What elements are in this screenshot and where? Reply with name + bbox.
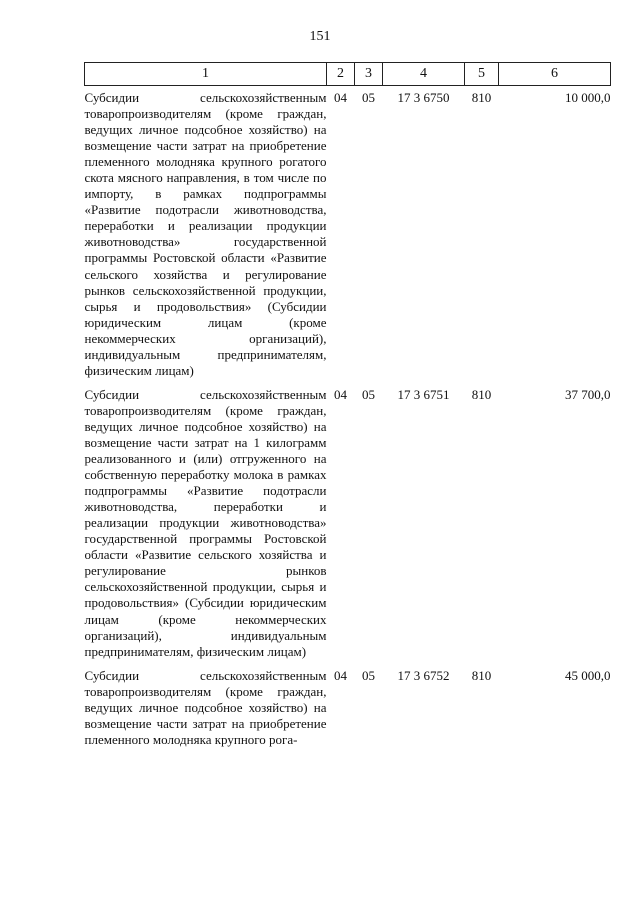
row-rz: 04 — [334, 386, 347, 402]
row-description — [85, 86, 327, 379]
budget-table — [84, 62, 611, 748]
header-col-5: 5 — [465, 63, 499, 86]
table-header-row — [85, 63, 611, 86]
page-number: 151 — [309, 29, 331, 44]
row-amount: 37 700,0 — [565, 386, 611, 402]
row-vr: 810 — [471, 667, 492, 683]
row-description — [85, 660, 327, 748]
table-row — [85, 379, 611, 660]
row-vr: 810 — [471, 90, 492, 105]
header-col-1: 1 — [85, 63, 327, 86]
header-col-2: 2 — [327, 63, 355, 86]
description-text: Субсидии сельскохозяйственным товаропроизводителям (кроме граждан, ведущих личное подсобное хозяйство) на возмещение части затрат на 1 килограмм реализованного и (или) отгруженного на собственную переработку молока в рамках подпрограммы «Развитие подотрасли животноводства, переработки и реализации продукции животноводства» государственной программы Ростовской области «Развитие сельского хозяйства и регулирование рынков сельскохозяйственной продукции, сырья и продовольствия» (Субсидии юридическим лицам (кроме некоммерческих организаций), индивидуальным предпринимателям, физическим лицам) — [84, 386, 327, 659]
description-text: Субсидии сельскохозяйственным товаропроизводителям (кроме граждан, ведущих личное подсобное хозяйство) на возмещение части затрат на приобретение племенного молодняка крупного рога- — [84, 667, 327, 747]
row-csr: 17 3 6750 — [397, 90, 450, 105]
header-col-6: 6 — [499, 63, 611, 86]
row-description — [85, 379, 327, 660]
table-row — [85, 86, 611, 379]
row-rz: 04 — [334, 667, 347, 683]
row-pr: 05 — [362, 90, 375, 105]
table-row — [85, 660, 611, 748]
description-text: Субсидии сельскохозяйственным товаропроизводителям (кроме граждан, ведущих личное подсобное хозяйство) на возмещение части затрат на приобретение племенного молодняка крупного рогатого скота мясного направления, в том числе по импорту, в рамках подпрограммы «Развитие подотрасли животноводства, переработки и реализации продукции животноводства» государственной программы Ростовской области «Развитие сельского хозяйства и регулирование рынков сельскохозяйственной продукции, сырья и продовольствия» (Субсидии юридическим лицам (кроме некоммерческих организаций), индивидуальным предпринимателям, физическим лицам) — [84, 90, 327, 378]
row-pr: 05 — [362, 386, 375, 402]
row-csr: 17 3 6751 — [397, 386, 450, 402]
row-rz: 04 — [334, 90, 347, 105]
row-csr: 17 3 6752 — [397, 667, 450, 683]
row-amount: 45 000,0 — [565, 667, 611, 683]
header-col-4: 4 — [383, 63, 465, 86]
header-col-3: 3 — [355, 63, 383, 86]
row-vr: 810 — [471, 386, 492, 402]
row-amount: 10 000,0 — [565, 90, 611, 105]
row-pr: 05 — [362, 667, 375, 683]
